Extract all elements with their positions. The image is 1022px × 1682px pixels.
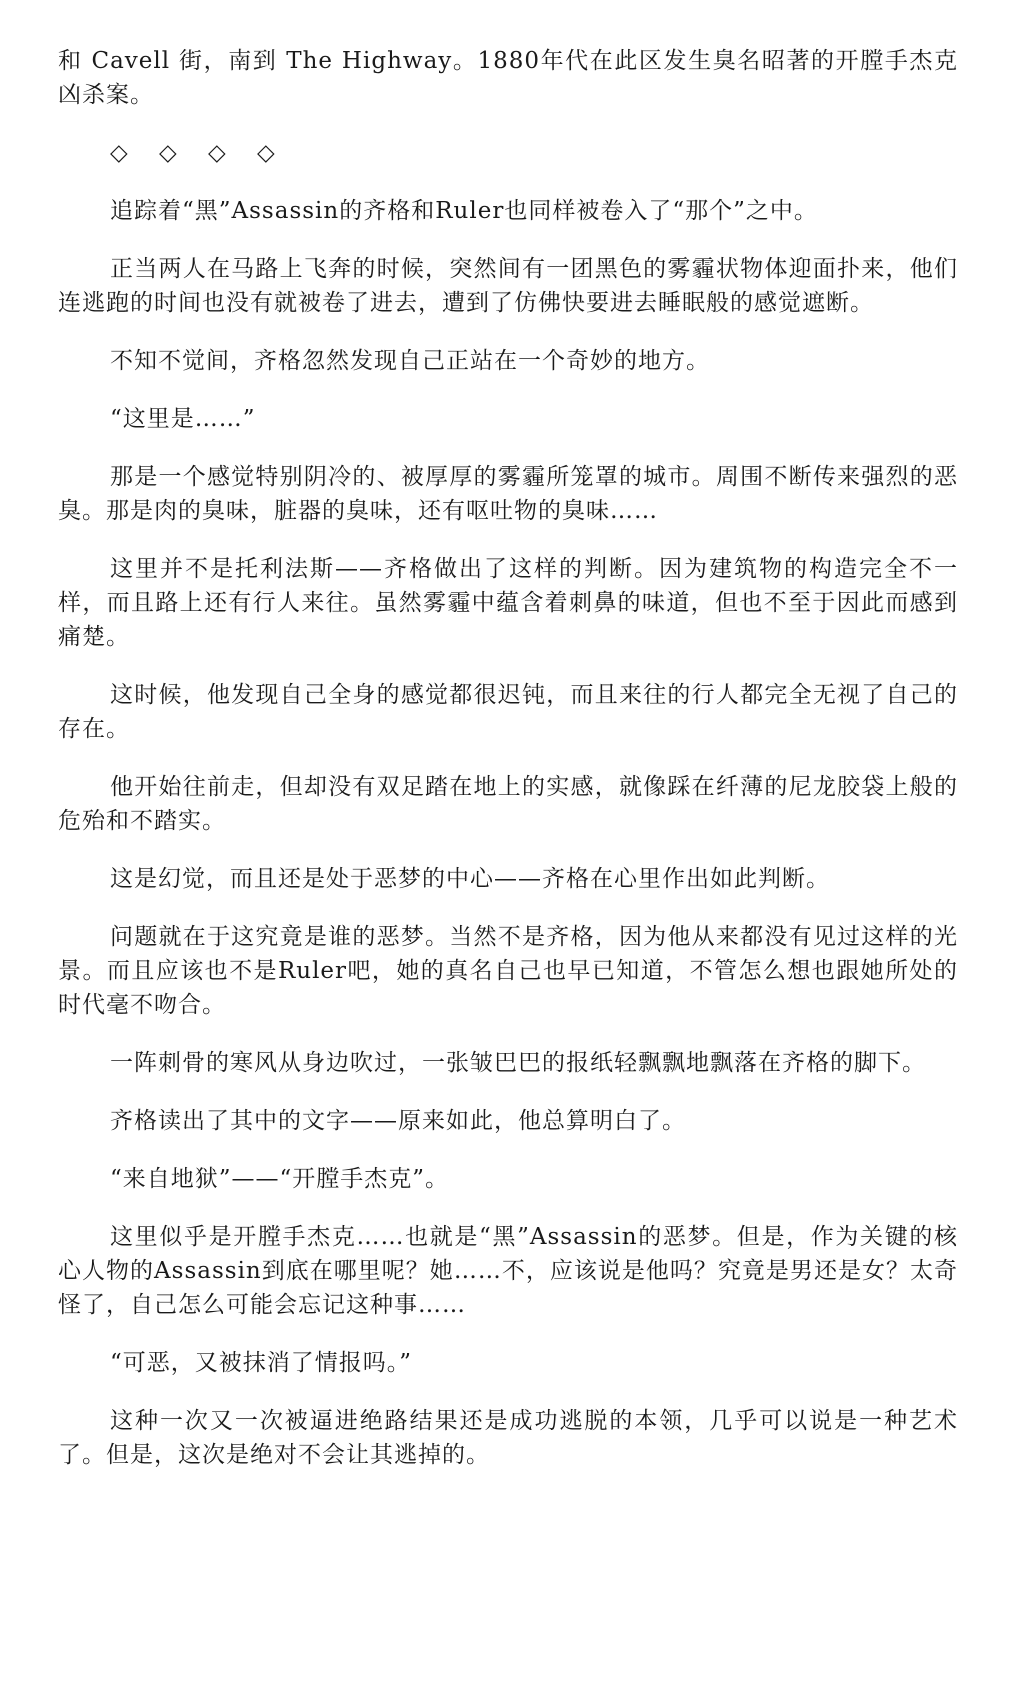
paragraph: 问题就在于这究竟是谁的恶梦。当然不是齐格，因为他从来都没有见过这样的光景。而且应该也不是Ruler吧，她的真名自己也早已知道，不管怎么想也跟她所处的时代毫不吻合。 <box>58 924 958 1018</box>
paragraph: 不知不觉间，齐格忽然发现自己正站在一个奇妙的地方。 <box>110 348 710 374</box>
paragraph: 正当两人在马路上飞奔的时候，突然间有一团黑色的雾霾状物体迎面扑来，他们连逃跑的时间也没有就被卷了进去，遭到了仿佛快要进去睡眠般的感觉遮断。 <box>58 256 958 316</box>
paragraph: 齐格读出了其中的文字——原来如此，他总算明白了。 <box>110 1108 686 1134</box>
paragraph-dialogue: “这里是……” <box>110 406 256 432</box>
paragraph: 一阵刺骨的寒风从身边吹过，一张皱巴巴的报纸轻飘飘地飘落在齐格的脚下。 <box>110 1050 926 1076</box>
paragraph-continued: 和 Cavell 街，南到 The Highway。1880年代在此区发生臭名昭著的开膛手杰克凶杀案。 <box>58 48 958 108</box>
paragraph: 这里似乎是开膛手杰克……也就是“黑”Assassin的恶梦。但是，作为关键的核心人物的Assassin到底在哪里呢？她……不，应该说是他吗？究竟是男还是女？太奇怪了，自己怎么可能会忘记这种事…… <box>58 1224 958 1318</box>
section-divider: ◇ ◇ ◇ ◇ <box>110 140 287 166</box>
paragraph: 那是一个感觉特别阴冷的、被厚厚的雾霾所笼罩的城市。周围不断传来强烈的恶臭。那是肉的臭味，脏器的臭味，还有呕吐物的臭味…… <box>58 464 958 524</box>
paragraph-quote: “来自地狱”——“开膛手杰克”。 <box>110 1166 450 1192</box>
document-page <box>58 44 958 1496</box>
paragraph: 这里并不是托利法斯——齐格做出了这样的判断。因为建筑物的构造完全不一样，而且路上还有行人来往。虽然雾霾中蕴含着刺鼻的味道，但也不至于因此而感到痛楚。 <box>58 556 958 650</box>
paragraph: 这是幻觉，而且还是处于恶梦的中心——齐格在心里作出如此判断。 <box>110 866 830 892</box>
paragraph: 这种一次又一次被逼进绝路结果还是成功逃脱的本领，几乎可以说是一种艺术了。但是，这次是绝对不会让其逃掉的。 <box>58 1408 958 1468</box>
paragraph: 追踪着“黑”Assassin的齐格和Ruler也同样被卷入了“那个”之中。 <box>110 198 818 224</box>
paragraph: 他开始往前走，但却没有双足踏在地上的实感，就像踩在纤薄的尼龙胶袋上般的危殆和不踏实。 <box>58 774 958 834</box>
paragraph: 这时候，他发现自己全身的感觉都很迟钝，而且来往的行人都完全无视了自己的存在。 <box>58 682 958 742</box>
paragraph-dialogue: “可恶，又被抹消了情报吗。” <box>110 1350 413 1376</box>
